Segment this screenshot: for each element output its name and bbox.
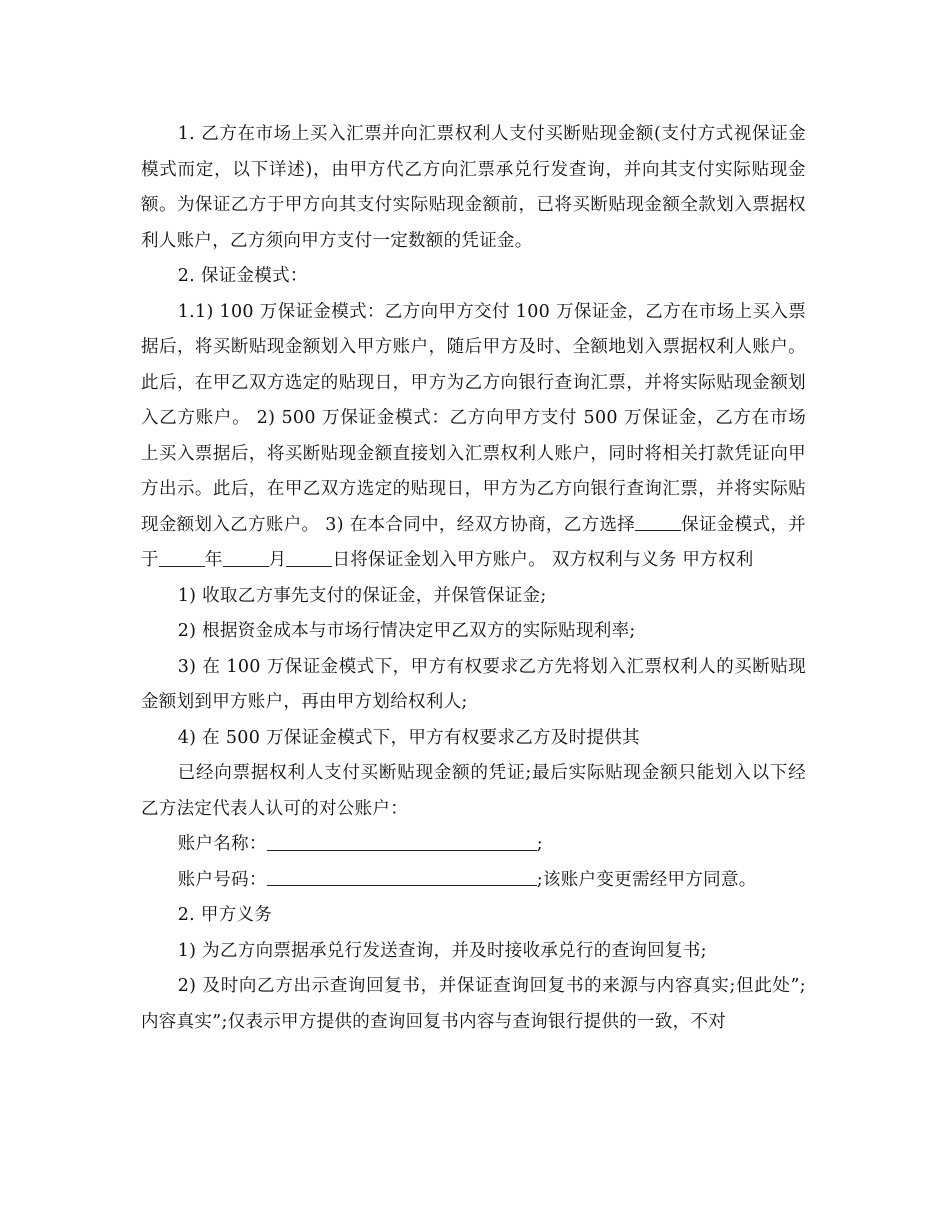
paragraph-2: 2. 保证金模式： xyxy=(177,266,308,286)
paragraph-13: 2) 及时向乙方出示查询回复书，并保证查询回复书的来源与内容真实;但此处”;内容真实”;仅表示甲方提供的查询回复书内容与查询银行提供的一致，不对 xyxy=(141,976,806,1032)
year-blank xyxy=(159,548,205,567)
account-number-blank xyxy=(267,868,537,887)
account-name-label: 账户名称： xyxy=(177,834,267,854)
day-blank xyxy=(286,548,332,567)
paragraph-11: 2. 甲方义务 xyxy=(177,905,273,925)
paragraph-3-tail-4: 日将保证金划入甲方账户。 双方权利与义务 甲方权利 xyxy=(332,550,754,570)
paragraph-8: 已经向票据权利人支付买断贴现金额的凭证;最后实际贴现金额只能划入以下经乙方法定代表人认可的对公账户： xyxy=(141,763,806,819)
paragraph-3-tail-1: 保证金模式，并于 xyxy=(141,514,806,570)
paragraph-3-tail-3: 月 xyxy=(268,550,287,570)
account-name-end: ; xyxy=(536,834,543,854)
paragraph-3 xyxy=(141,295,806,579)
month-blank xyxy=(223,548,269,567)
paragraph-6: 3) 在 100 万保证金模式下，甲方有权要求乙方先将划入汇票权利人的买断贴现金额划到甲方账户，再由甲方划给权利人; xyxy=(141,656,806,712)
account-number-end: ;该账户变更需经甲方同意。 xyxy=(536,869,757,890)
account-name-line xyxy=(141,827,806,863)
paragraph-3-text: 1.1) 100 万保证金模式：乙方向甲方交付 100 万保证金，乙方在市场上买入票据后，将买断贴现金额划入甲方账户，随后甲方及时、全额地划入票据权利人账户。此后，在甲乙双方选定的贴现日，甲方为乙方向银行查询汇票，并将实际贴现金额划入乙方账户。 2) 500 万保证金模式：乙方向甲方支付 500 万保证金，乙方在市场上买入票据后，将买断贴现金额直接划入汇票权利人账户，同时将相关打款凭证向甲方出示。此后，在甲乙双方选定的贴现日，甲方为乙方向银行查询汇票，并将实际贴现金额划入乙方账户。 3) 在本合同中，经双方协商，乙方选择 xyxy=(141,301,806,535)
paragraph-3-tail-2: 年 xyxy=(204,550,223,570)
account-number-label: 账户号码： xyxy=(177,869,267,890)
account-name-blank xyxy=(267,832,537,851)
paragraph-5: 2) 根据资金成本与市场行情决定甲乙双方的实际贴现利率; xyxy=(177,621,636,641)
mode-blank xyxy=(635,513,681,532)
account-number-line xyxy=(141,863,806,899)
paragraph-12: 1) 为乙方向票据承兑行发送查询，并及时接收承兑行的查询回复书; xyxy=(177,940,707,961)
paragraph-7: 4) 在 500 万保证金模式下，甲方有权要求乙方及时提供其 xyxy=(177,727,640,748)
paragraph-4: 1) 收取乙方事先支付的保证金，并保管保证金; xyxy=(177,585,547,606)
document-body xyxy=(141,117,806,1040)
paragraph-1: 1. 乙方在市场上买入汇票并向汇票权利人支付买断贴现金额(支付方式视保证金模式而定，以下详述)，由甲方代乙方向汇票承兑行发查询，并向其支付实际贴现金额。为保证乙方于甲方向其支付实际贴现金额前，已将买断贴现金额全款划入票据权利人账户，乙方须向甲方支付一定数额的凭证金。 xyxy=(141,124,806,251)
